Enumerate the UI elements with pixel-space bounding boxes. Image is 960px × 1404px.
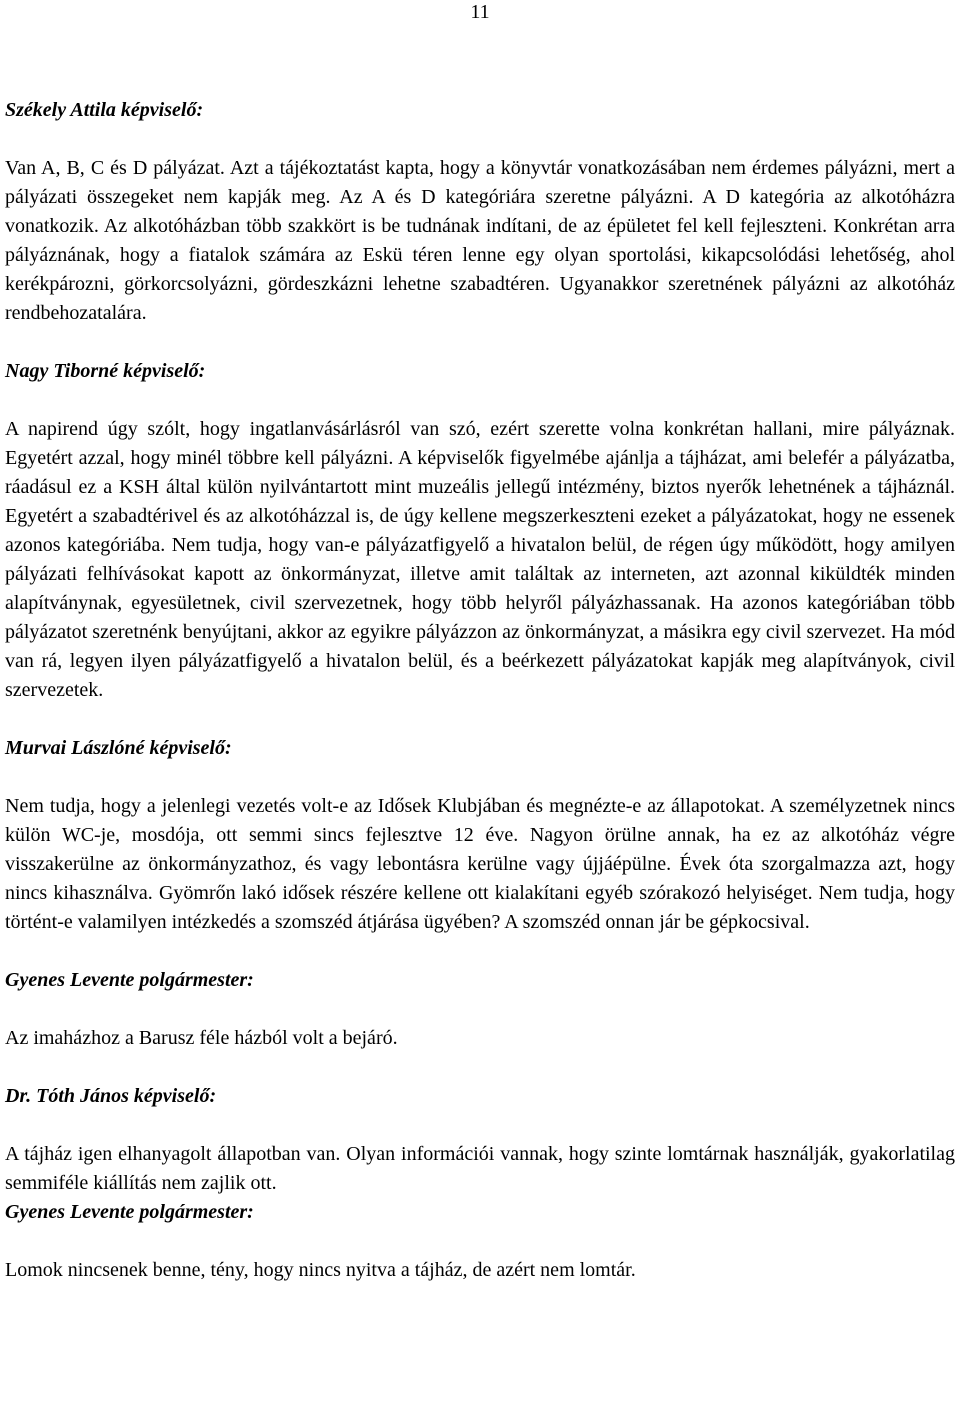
speaker-heading: Gyenes Levente polgármester:	[5, 1201, 254, 1223]
spacer	[5, 995, 955, 1024]
spacer	[5, 1111, 955, 1140]
spacer	[5, 328, 955, 357]
paragraph: Van A, B, C és D pályázat. Azt a tájékoztatást kapta, hogy a könyvtár vonatkozásában nem érdemes pályázni, mert a pályázati összegeket nem kapják meg. Az A és D kategóriára szeretne pályázni. A D kategória az alkotóházra vonatkozik. Az alkotóházban több szakkört is be tudnának indítani, de az épületet fel kell fejleszteni. Konkrétan arra pályáznának, hogy a fiatalok számára az Eskü téren lenne egy olyan sportolási, kikapcsolódási lehetőség, ahol kerékpározni, görkorcsolyázni, gördeszkázni lehetne szabadtéren. Ugyanakkor szeretnének pályázni az alkotóház rendbehozatalára.	[5, 157, 955, 324]
paragraph: Az imaházhoz a Barusz féle házból volt a bejáró.	[5, 1027, 398, 1049]
page-number: 11	[470, 1, 490, 23]
spacer	[5, 125, 955, 154]
spacer	[5, 705, 955, 734]
paragraph: A tájház igen elhanyagolt állapotban van. Olyan információi vannak, hogy szinte lomtárnak használják, gyakorlatilag semmiféle kiállítás nem zajlik ott.	[5, 1143, 955, 1194]
speaker-heading: Székely Attila képviselő:	[5, 99, 204, 121]
paragraph: A napirend úgy szólt, hogy ingatlanvásárlásról van szó, ezért szerette volna konkrétan hallani, mire pályáznak. Egyetért azzal, hogy minél többre kell pályázni. A képviselők figyelmébe ajánlja a tájházat, ami belefér a pályázatba, ráadásul ez a KSH által külön nyilvántartott mint muzeális jellegű intézmény, biztos nyerők lehetnének a tájháznál. Egyetért a szabadtérivel és az alkotóházzal is, de úgy kellene megszerkeszteni ezeket a pályázatokat, hogy ne essenek azonos kategóriába. Nem tudja, hogy van-e pályázatfigyelő a hivatalon belül, de régen úgy működött, hogy amilyen pályázati felhívásokat kapott az önkormányzat, illetve amit találtak az interneten, azt azonnal kiküldték minden alapítványnak, egyesületnek, civil szervezetnek, hogy több helyről pályázhassanak. Ha azonos kategóriában több pályázatot szeretnénk benyújtani, akkor az egyikre pályázzon az önkormányzat, a másikra egy civil szervezet. Ha mód van rá, legyen ilyen pályázatfigyelő a hivatalon belül, és a beérkezett pályázatokat kapják meg alapítványok, civil szervezetek.	[5, 418, 955, 701]
speaker-heading: Nagy Tiborné képviselő:	[5, 360, 206, 382]
speaker-heading: Murvai Lászlóné képviselő:	[5, 737, 232, 759]
spacer	[5, 1053, 955, 1082]
spacer	[5, 763, 955, 792]
paragraph: Lomok nincsenek benne, tény, hogy nincs nyitva a tájház, de azért nem lomtár.	[5, 1259, 636, 1281]
speaker-heading: Gyenes Levente polgármester:	[5, 969, 254, 991]
spacer	[5, 937, 955, 966]
document-body	[5, 96, 955, 1285]
paragraph: Nem tudja, hogy a jelenlegi vezetés volt-e az Idősek Klubjában és megnézte-e az állapotokat. A személyzetnek nincs külön WC-je, mosdója, ott semmi sincs fejlesztve 12 éve. Nagyon örülne annak, ha ez az alkotóház végre visszakerülne az önkormányzathoz, és vagy lebontásra kerülne vagy újjáépülne. Évek óta szorgalmazza azt, hogy nincs kihasználva. Gyömrőn lakó idősek részére kellene ott kialakítani egyéb szórakozó helyiséget. Nem tudja, hogy történt-e valamilyen intézkedés a szomszéd átjárása ügyében? A szomszéd onnan jár be gépkocsival.	[5, 795, 955, 933]
speaker-heading: Dr. Tóth János képviselő:	[5, 1085, 217, 1107]
spacer	[5, 386, 955, 415]
spacer	[5, 1227, 955, 1256]
